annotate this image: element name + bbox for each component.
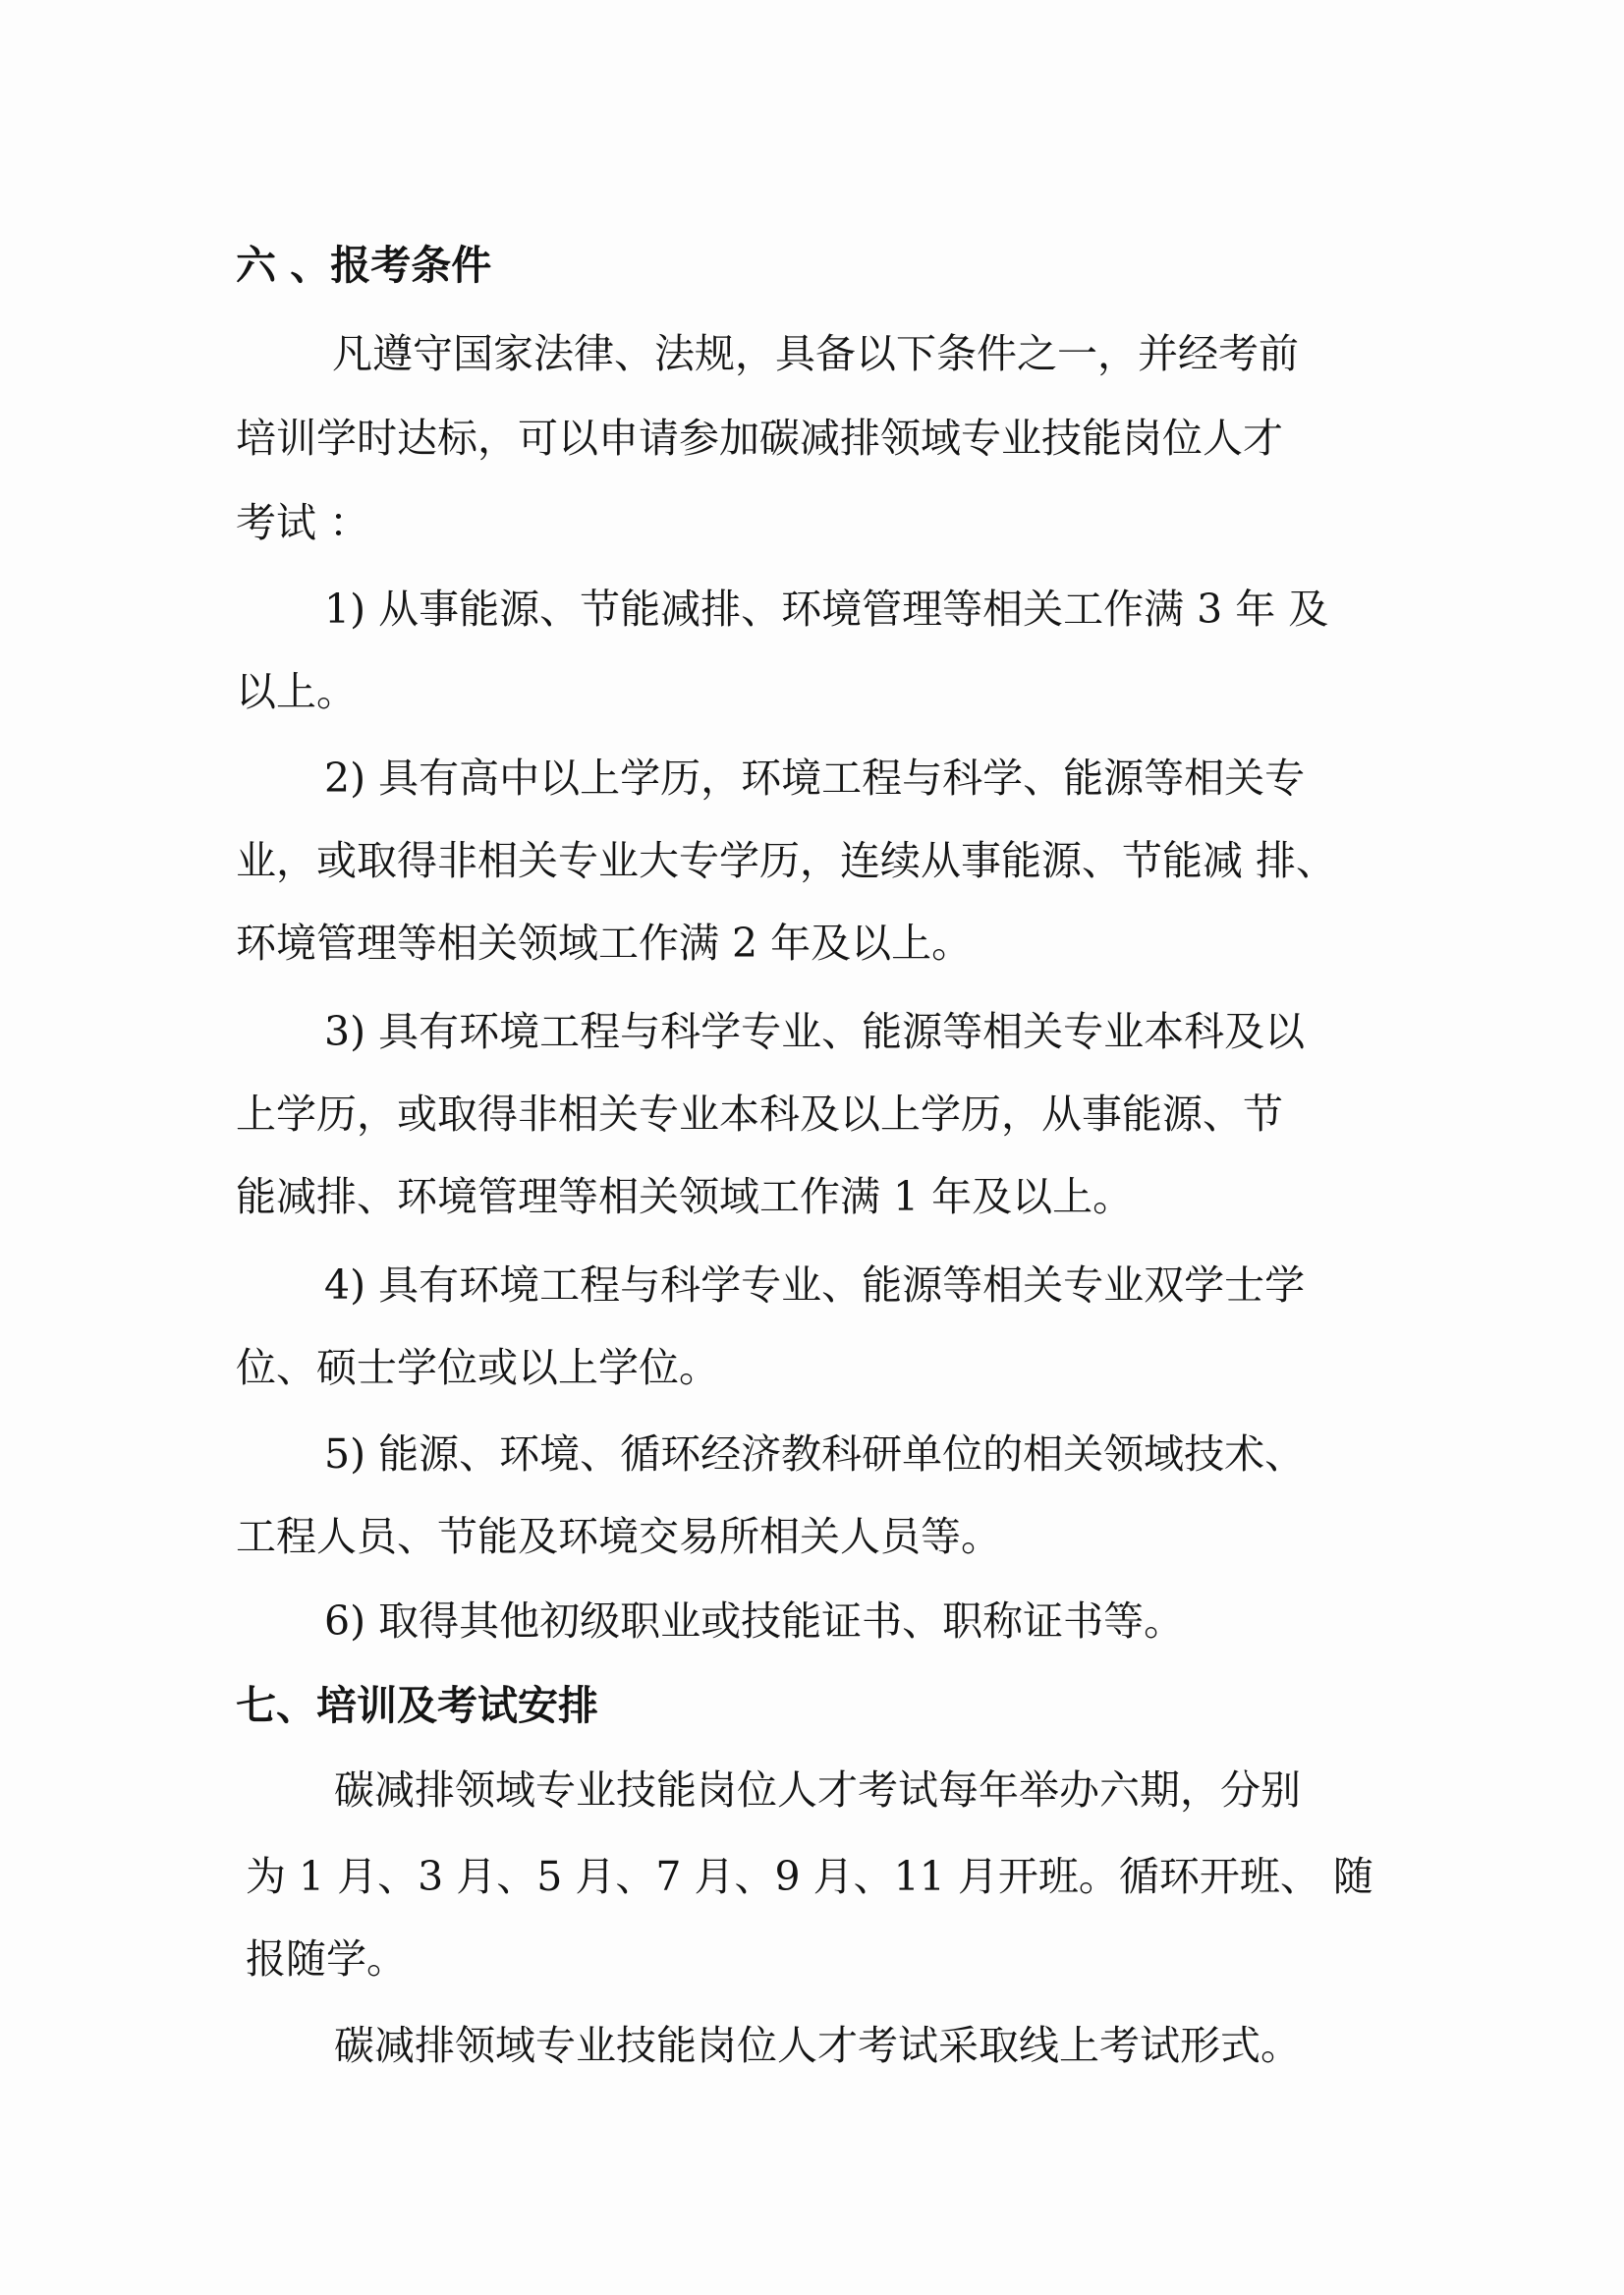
list-item-line: 以上。 — [236, 668, 357, 715]
paragraph-line: 报随学。 — [246, 1935, 407, 1983]
list-item-line: 环境管理等相关领域工作满 2 年及以上。 — [236, 920, 973, 967]
list-item-line: 5) 能源、环境、循环经济教科研单位的相关领域技术、 — [324, 1430, 1306, 1478]
paragraph-line: 碳减排领域专业技能岗位人才考试采取线上考试形式。 — [334, 2022, 1301, 2069]
list-item-line: 6) 取得其他初级职业或技能证书、职称证书等。 — [324, 1597, 1185, 1645]
list-item-line: 业，或取得非相关专业大专学历，连续从事能源、节能减 排、 — [236, 837, 1337, 884]
paragraph-line: 培训学时达标，可以申请参加碳减排领域专业技能岗位人才 — [236, 415, 1283, 462]
list-item-line: 2) 具有高中以上学历，环境工程与科学、能源等相关专 — [324, 755, 1306, 802]
list-item-line: 3) 具有环境工程与科学专业、能源等相关专业本科及以 — [324, 1008, 1306, 1055]
list-item-line: 位、硕士学位或以上学位。 — [236, 1344, 719, 1391]
paragraph-line: 碳减排领域专业技能岗位人才考试每年举办六期，分别 — [334, 1766, 1301, 1814]
list-item-line: 1) 从事能源、节能减排、环境管理等相关工作满 3 年 及 — [324, 586, 1329, 633]
list-item-line: 上学历，或取得非相关专业本科及以上学历，从事能源、节 — [236, 1091, 1283, 1138]
section-heading-seven: 七、培训及考试安排 — [236, 1682, 598, 1729]
section-heading-six: 六 、报考条件 — [236, 242, 492, 289]
list-item-line: 能减排、环境管理等相关领域工作满 1 年及以上。 — [236, 1173, 1134, 1220]
paragraph-line: 凡遵守国家法律、法规，具备以下条件之一，并经考前 — [332, 330, 1299, 377]
list-item-line: 工程人员、节能及环境交易所相关人员等。 — [236, 1513, 1001, 1560]
paragraph-line: 为 1 月、3 月、5 月、7 月、9 月、11 月开班。循环开班、 随 — [246, 1853, 1373, 1900]
list-item-line: 4) 具有环境工程与科学专业、能源等相关专业双学士学 — [324, 1261, 1306, 1309]
paragraph-line: 考试 ： — [236, 499, 370, 546]
